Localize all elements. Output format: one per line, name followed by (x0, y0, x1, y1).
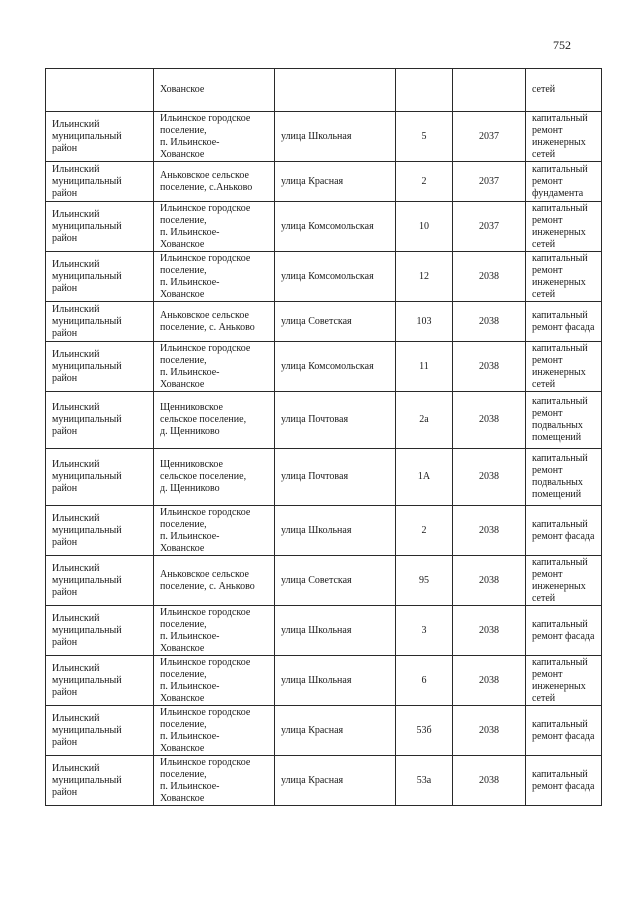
house-number-cell (396, 162, 453, 202)
repair-year-cell (453, 392, 526, 449)
house-number-cell (396, 112, 453, 162)
work-type-cell-text: капитальный ремонт инженерных сетей (532, 112, 588, 160)
settlement-cell-text: Ильинское городское поселение, п. Ильинское- Хованское (160, 202, 251, 250)
street-cell (275, 162, 396, 202)
settlement-cell (154, 302, 275, 342)
house-number-cell-text: 2 (421, 524, 427, 536)
settlement-cell-text: Аньковское сельское поселение, с.Аньково (160, 169, 253, 193)
house-number-cell (396, 392, 453, 449)
work-type-cell-text: сетей (532, 84, 556, 95)
house-number-cell-text: 1А (417, 471, 431, 482)
street-cell (275, 392, 396, 449)
table-row (46, 556, 602, 606)
district-cell-text: Ильинский муниципальный район (52, 612, 122, 648)
work-type-cell (526, 392, 602, 449)
street-cell (275, 69, 396, 112)
settlement-cell-text: Аньковское сельское поселение, с. Аньково (160, 568, 255, 592)
street-cell (275, 302, 396, 342)
settlement-cell (154, 252, 275, 302)
work-type-cell (526, 449, 602, 506)
table-row (46, 69, 602, 112)
district-cell-text: Ильинский муниципальный район (52, 662, 122, 698)
district-cell-text: Ильинский муниципальный район (52, 402, 122, 437)
district-cell (46, 69, 154, 112)
settlement-cell (154, 112, 275, 162)
repair-year-cell (453, 69, 526, 112)
house-number-cell-text: 103 (416, 315, 432, 327)
repair-year-cell (453, 656, 526, 706)
table-row (46, 252, 602, 302)
work-type-cell-text: капитальный ремонт подвальных помещений (532, 453, 588, 500)
settlement-cell (154, 756, 275, 806)
repair-year-cell (453, 606, 526, 656)
street-cell-text: улица Школьная (281, 624, 352, 636)
house-number-cell-text: 95 (419, 574, 429, 586)
repair-year-cell (453, 706, 526, 756)
settlement-cell-text: Ильинское городское поселение, п. Ильинское- Хованское (160, 656, 251, 704)
table-row (46, 756, 602, 806)
settlement-cell-text: Ильинское городское поселение, п. Ильинское- Хованское (160, 342, 251, 390)
work-type-cell-text: капитальный ремонт инженерных сетей (532, 656, 588, 704)
house-number-cell-text: 12 (419, 270, 429, 282)
repair-year-cell (453, 506, 526, 556)
work-type-cell (526, 342, 602, 392)
table-row (46, 706, 602, 756)
settlement-cell (154, 449, 275, 506)
repair-year-cell (453, 342, 526, 392)
work-type-cell (526, 656, 602, 706)
house-number-cell (396, 69, 453, 112)
house-number-cell (396, 449, 453, 506)
table-row (46, 606, 602, 656)
settlement-cell (154, 506, 275, 556)
district-cell (46, 302, 154, 342)
settlement-cell (154, 706, 275, 756)
district-cell-text: Ильинский муниципальный район (52, 459, 122, 494)
district-cell (46, 656, 154, 706)
street-cell (275, 342, 396, 392)
table-row (46, 202, 602, 252)
settlement-cell-text: Ильинское городское поселение, п. Ильинское- Хованское (160, 252, 251, 300)
house-number-cell-text: 6 (421, 674, 427, 686)
district-cell-text: Ильинский муниципальный район (52, 712, 122, 748)
district-cell (46, 449, 154, 506)
table-row (46, 112, 602, 162)
repair-year-cell (453, 756, 526, 806)
repair-year-cell-text: 2038 (479, 360, 499, 372)
street-cell (275, 506, 396, 556)
house-number-cell (396, 202, 453, 252)
repair-year-cell (453, 162, 526, 202)
settlement-cell-text: Хованское (160, 84, 205, 95)
district-cell-text: Ильинский муниципальный район (52, 163, 122, 199)
work-type-cell-text: капитальный ремонт фасада (532, 309, 595, 333)
street-cell-text: улица Красная (281, 175, 344, 187)
house-number-cell-text: 3 (421, 624, 427, 636)
district-cell (46, 756, 154, 806)
house-number-cell (396, 556, 453, 606)
district-cell-text: Ильинский муниципальный район (52, 208, 122, 244)
house-number-cell-text: 5 (421, 130, 427, 142)
work-type-cell (526, 252, 602, 302)
table-row (46, 162, 602, 202)
house-number-cell (396, 606, 453, 656)
street-cell (275, 706, 396, 756)
work-type-cell (526, 706, 602, 756)
work-type-cell (526, 606, 602, 656)
district-cell (46, 606, 154, 656)
street-cell (275, 656, 396, 706)
table-row (46, 342, 602, 392)
repair-year-cell (453, 302, 526, 342)
settlement-cell (154, 656, 275, 706)
work-type-cell (526, 112, 602, 162)
work-type-cell (526, 756, 602, 806)
district-cell (46, 706, 154, 756)
street-cell (275, 556, 396, 606)
house-number-cell-text: 11 (419, 360, 429, 372)
house-number-cell (396, 506, 453, 556)
work-type-cell-text: капитальный ремонт фасада (532, 718, 595, 742)
district-cell (46, 252, 154, 302)
page-number: 752 (553, 38, 571, 52)
house-number-cell (396, 756, 453, 806)
work-type-cell-text: капитальный ремонт инженерных сетей (532, 202, 588, 250)
table-row (46, 656, 602, 706)
repair-year-cell-text: 2038 (479, 574, 499, 586)
work-type-cell (526, 302, 602, 342)
repair-year-cell (453, 112, 526, 162)
repair-year-cell-text: 2038 (479, 674, 499, 686)
house-number-cell-text: 10 (419, 220, 429, 232)
street-cell-text: улица Комсомольская (281, 360, 374, 372)
street-cell (275, 756, 396, 806)
work-type-cell-text: капитальный ремонт инженерных сетей (532, 252, 588, 300)
street-cell-text: улица Советская (281, 315, 352, 327)
table-row (46, 392, 602, 449)
street-cell-text: улица Красная (281, 774, 344, 786)
street-cell (275, 449, 396, 506)
repair-year-cell (453, 449, 526, 506)
work-type-cell-text: капитальный ремонт фасада (532, 618, 595, 642)
district-cell (46, 162, 154, 202)
settlement-cell-text: Щенниковское сельское поселение, д. Щенниково (160, 402, 247, 437)
house-number-cell (396, 706, 453, 756)
settlement-cell (154, 342, 275, 392)
district-cell (46, 506, 154, 556)
settlement-cell (154, 69, 275, 112)
street-cell (275, 252, 396, 302)
work-type-cell (526, 556, 602, 606)
street-cell-text: улица Школьная (281, 674, 352, 686)
settlement-cell (154, 606, 275, 656)
house-number-cell (396, 342, 453, 392)
settlement-cell (154, 202, 275, 252)
work-type-cell-text: капитальный ремонт фасада (532, 768, 595, 792)
repair-year-cell (453, 556, 526, 606)
district-cell-text: Ильинский муниципальный район (52, 303, 122, 339)
street-cell (275, 202, 396, 252)
repair-year-cell-text: 2038 (479, 724, 499, 736)
repair-year-cell-text: 2038 (479, 471, 499, 482)
repair-year-cell-text: 2038 (479, 524, 499, 536)
district-cell-text: Ильинский муниципальный район (52, 348, 122, 384)
street-cell-text: улица Школьная (281, 130, 352, 142)
house-number-cell (396, 656, 453, 706)
work-type-cell-text: капитальный ремонт фундамента (532, 163, 588, 199)
repair-year-cell-text: 2037 (479, 220, 499, 232)
work-type-cell-text: капитальный ремонт фасада (532, 518, 595, 542)
settlement-cell-text: Ильинское городское поселение, п. Ильинское- Хованское (160, 606, 251, 654)
district-cell-text: Ильинский муниципальный район (52, 118, 122, 154)
repair-year-cell-text: 2038 (479, 774, 499, 786)
district-cell (46, 342, 154, 392)
table-row (46, 449, 602, 506)
repair-year-cell (453, 202, 526, 252)
settlement-cell-text: Ильинское городское поселение, п. Ильинское- Хованское (160, 706, 251, 754)
district-cell (46, 112, 154, 162)
table-row (46, 506, 602, 556)
street-cell-text: улица Почтовая (281, 414, 349, 425)
repair-year-cell-text: 2037 (479, 175, 499, 187)
work-type-cell-text: капитальный ремонт инженерных сетей (532, 556, 588, 604)
district-cell (46, 392, 154, 449)
settlement-cell (154, 556, 275, 606)
work-type-cell-text: капитальный ремонт инженерных сетей (532, 342, 588, 390)
house-number-cell-text: 53а (416, 774, 432, 786)
street-cell-text: улица Красная (281, 724, 344, 736)
table-body (46, 69, 602, 806)
work-type-cell (526, 202, 602, 252)
district-cell-text: Ильинский муниципальный район (52, 762, 122, 798)
work-type-cell (526, 69, 602, 112)
capital-repair-table (45, 68, 602, 806)
district-cell (46, 202, 154, 252)
district-cell-text: Ильинский муниципальный район (52, 562, 122, 598)
settlement-cell (154, 162, 275, 202)
repair-year-cell (453, 252, 526, 302)
street-cell-text: улица Почтовая (281, 471, 349, 482)
street-cell-text: улица Школьная (281, 524, 352, 536)
repair-year-cell-text: 2038 (479, 270, 499, 282)
work-type-cell (526, 506, 602, 556)
settlement-cell-text: Ильинское городское поселение, п. Ильинское- Хованское (160, 506, 251, 554)
house-number-cell-text: 53б (416, 724, 432, 736)
street-cell-text: улица Комсомольская (281, 270, 374, 282)
repair-year-cell-text: 2038 (479, 414, 499, 425)
repair-year-cell-text: 2038 (479, 624, 499, 636)
table-row (46, 302, 602, 342)
settlement-cell-text: Ильинское городское поселение, п. Ильинское- Хованское (160, 112, 251, 160)
house-number-cell-text: 2а (419, 414, 429, 425)
settlement-cell (154, 392, 275, 449)
street-cell-text: улица Комсомольская (281, 220, 374, 232)
district-cell-text: Ильинский муниципальный район (52, 512, 122, 548)
district-cell-text: Ильинский муниципальный район (52, 258, 122, 294)
house-number-cell (396, 302, 453, 342)
repair-year-cell-text: 2037 (479, 130, 499, 142)
repair-year-cell-text: 2038 (479, 315, 499, 327)
house-number-cell-text: 2 (421, 175, 427, 187)
street-cell-text: улица Советская (281, 574, 352, 586)
house-number-cell (396, 252, 453, 302)
street-cell (275, 606, 396, 656)
district-cell (46, 556, 154, 606)
settlement-cell-text: Аньковское сельское поселение, с. Аньково (160, 309, 255, 333)
settlement-cell-text: Щенниковское сельское поселение, д. Щенниково (160, 459, 247, 494)
work-type-cell (526, 162, 602, 202)
work-type-cell-text: капитальный ремонт подвальных помещений (532, 396, 588, 443)
settlement-cell-text: Ильинское городское поселение, п. Ильинское- Хованское (160, 756, 251, 804)
street-cell (275, 112, 396, 162)
